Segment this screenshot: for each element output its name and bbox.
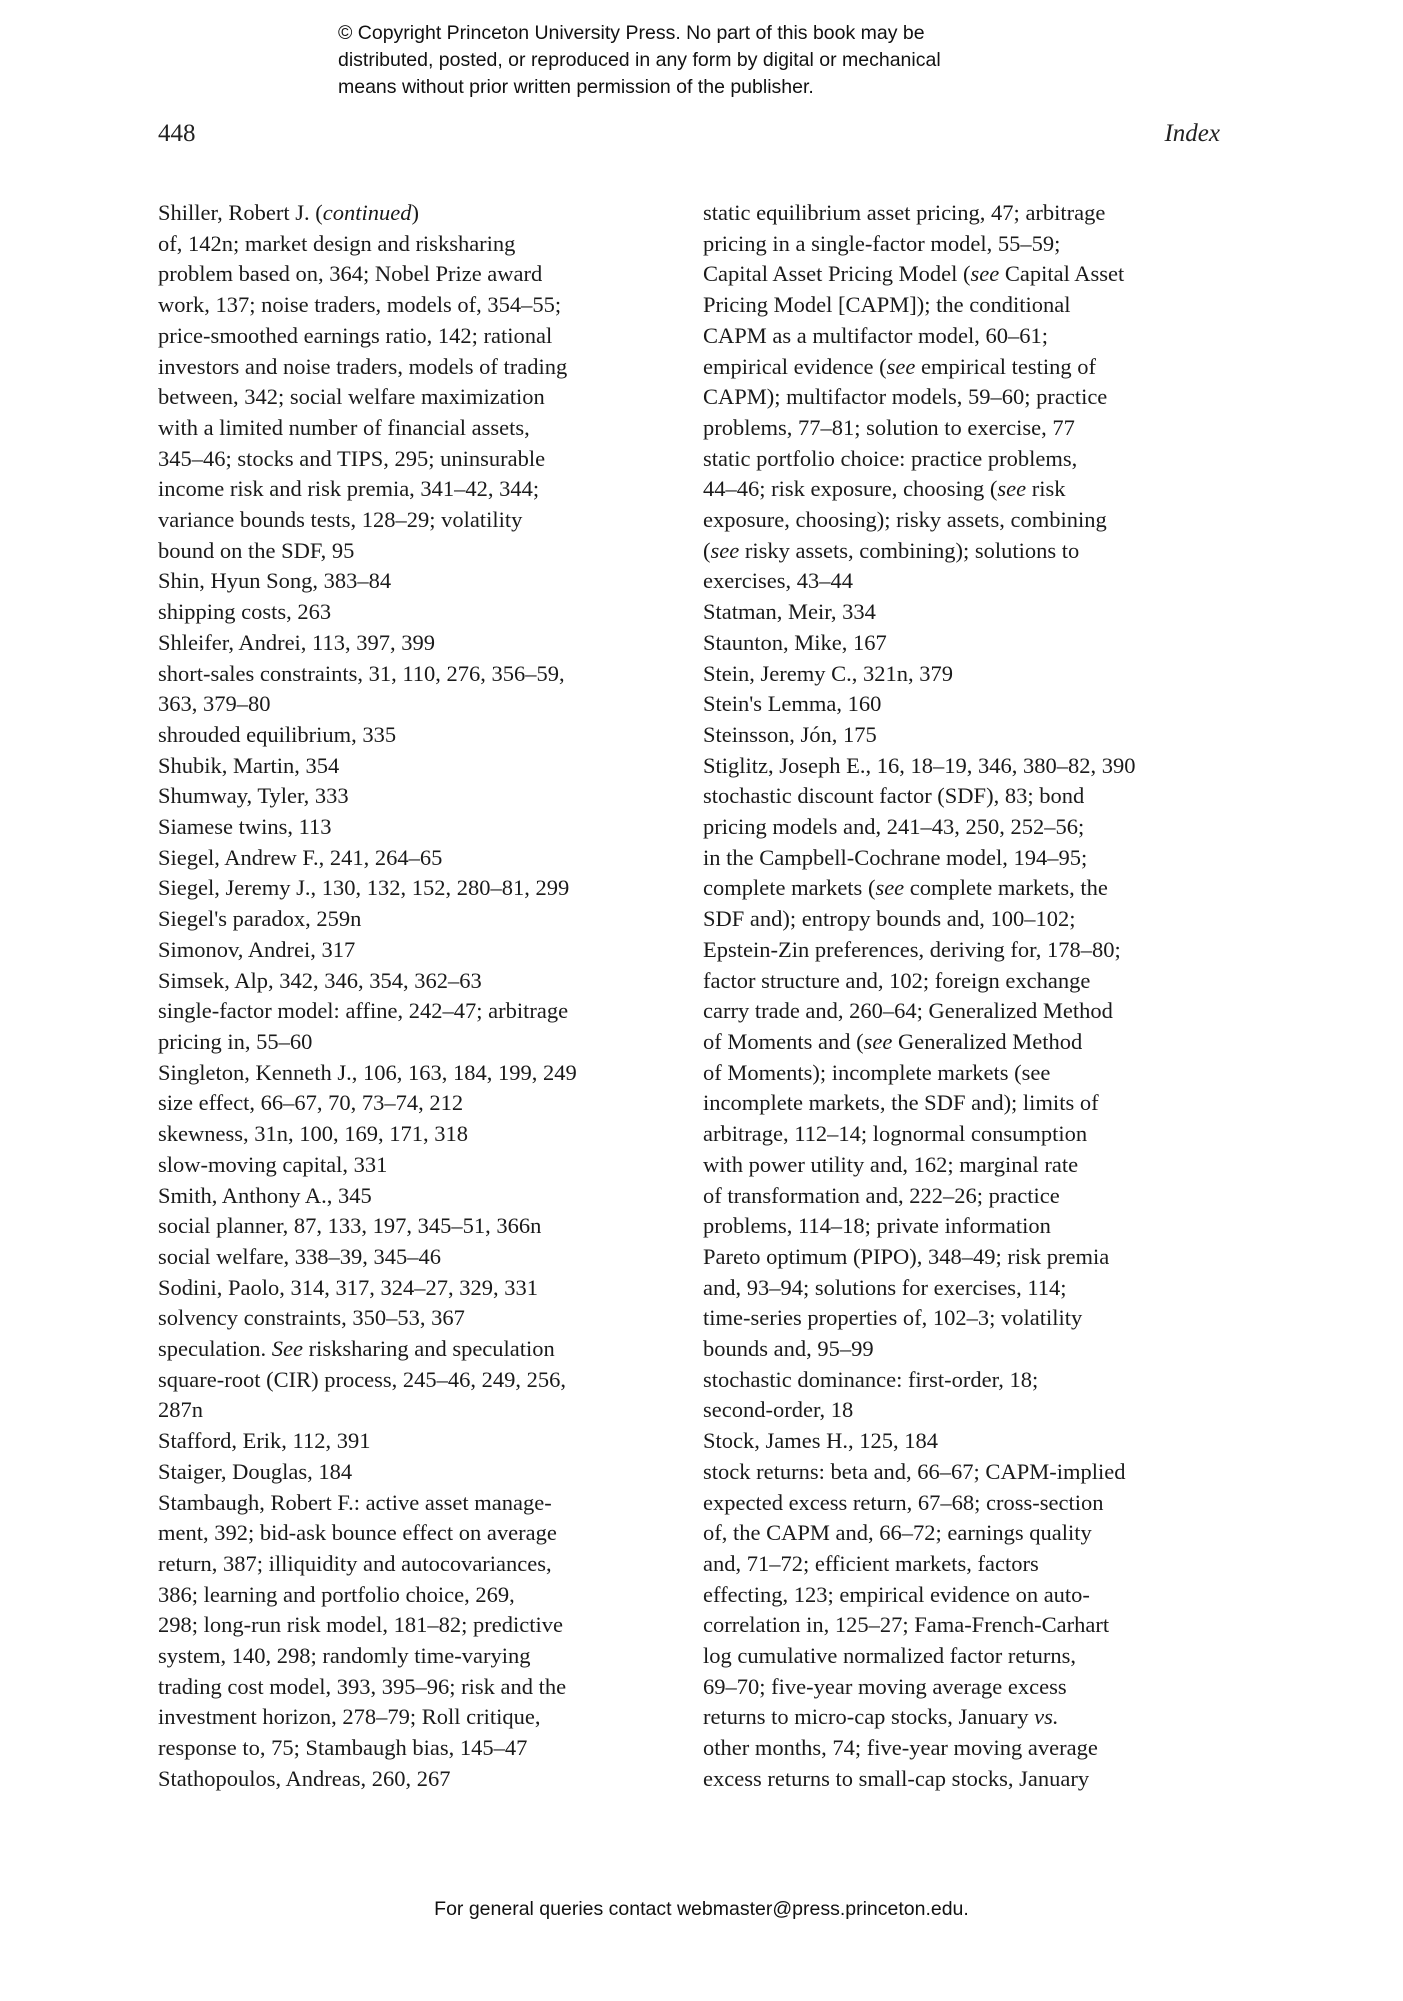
index-entry-line: Pareto optimum (PIPO), 348–49; risk premia (703, 1243, 1110, 1269)
index-entry-line: social welfare, 338–39, 345–46 (158, 1243, 442, 1269)
index-entry (158, 996, 658, 1057)
index-entry (158, 628, 658, 659)
index-entry-line: investment horizon, 278–79; Roll critique, (158, 1704, 541, 1730)
index-entry-line: of Moments and (see Generalized Method (703, 1028, 1083, 1054)
index-entry-line: Pricing Model [CAPM]); the conditional (703, 292, 1071, 318)
index-entry-line: correlation in, 125–27; Fama-French-Carhart (703, 1612, 1110, 1638)
index-entry-line: income risk and risk premia, 341–42, 344; (158, 476, 540, 502)
index-entry (158, 659, 658, 720)
index-entry-line: empirical evidence (see empirical testing of (703, 353, 1096, 379)
index-entry (158, 935, 658, 966)
index-entry-line: single-factor model: affine, 242–47; arbitrage (158, 998, 569, 1024)
index-column-left (158, 198, 658, 1795)
index-entry-line: 69–70; five-year moving average excess (703, 1673, 1067, 1699)
index-entry (703, 198, 1233, 444)
footer-contact: For general queries contact webmaster@press.princeton.edu. (434, 1898, 969, 1920)
index-entry-line: stochastic discount factor (SDF), 83; bond (703, 783, 1085, 809)
index-entry (703, 628, 1233, 659)
index-entry (158, 1764, 658, 1795)
index-entry-line: time-series properties of, 102–3; volatility (703, 1305, 1083, 1331)
index-entry-line: Siamese twins, 113 (158, 814, 332, 840)
index-entry-line: 363, 379–80 (158, 691, 271, 717)
index-entry-line: Shin, Hyun Song, 383–84 (158, 568, 392, 594)
index-entry (158, 1426, 658, 1457)
index-entry-line: factor structure and, 102; foreign exchange (703, 967, 1091, 993)
index-entry (703, 781, 1233, 1364)
index-entry (703, 597, 1233, 628)
running-head: Index (1164, 120, 1220, 147)
index-entry-line: Siegel, Andrew F., 241, 264–65 (158, 844, 443, 870)
index-entry-line: expected excess return, 67–68; cross-section (703, 1489, 1104, 1515)
index-entry (158, 720, 658, 751)
index-entry (703, 720, 1233, 751)
index-entry-line: Shiller, Robert J. (continued) (158, 200, 419, 225)
index-entry-line: speculation. See risksharing and speculation (158, 1336, 555, 1362)
copyright-notice (338, 20, 1098, 101)
index-column-right (703, 198, 1233, 1795)
index-entry-line: Staiger, Douglas, 184 (158, 1458, 353, 1484)
index-entry (158, 1242, 658, 1273)
index-entry-line: Shubik, Martin, 354 (158, 752, 340, 778)
index-entry-line: pricing in a single-factor model, 55–59; (703, 230, 1061, 256)
index-entry-line: investors and noise traders, models of trading (158, 353, 568, 379)
index-entry-line: ment, 392; bid-ask bounce effect on average (158, 1520, 557, 1546)
index-entry-line: Stathopoulos, Andreas, 260, 267 (158, 1765, 451, 1791)
index-entry (703, 1457, 1233, 1795)
index-entry-line: static equilibrium asset pricing, 47; arbitrage (703, 200, 1106, 225)
index-entry-line: complete markets (see complete markets, the (703, 875, 1108, 901)
copyright-line: means without prior written permission of the publisher. (338, 76, 814, 98)
index-entry-line: second-order, 18 (703, 1397, 854, 1423)
index-entry-line: Stein, Jeremy C., 321n, 379 (703, 660, 953, 686)
index-entry-line: response to, 75; Stambaugh bias, 145–47 (158, 1735, 528, 1761)
index-entry-line: slow-moving capital, 331 (158, 1151, 388, 1177)
index-entry-line: skewness, 31n, 100, 169, 171, 318 (158, 1121, 468, 1147)
index-entry-line: bound on the SDF, 95 (158, 537, 355, 563)
index-entry (158, 1211, 658, 1242)
index-entry-line: exercises, 43–44 (703, 568, 853, 594)
index-entry (158, 1334, 658, 1365)
index-entry (158, 1273, 658, 1304)
index-entry-line: with a limited number of financial assets, (158, 414, 530, 440)
index-entry-line: Smith, Anthony A., 345 (158, 1182, 372, 1208)
index-entry-line: of transformation and, 222–26; practice (703, 1182, 1060, 1208)
index-entry-line: pricing in, 55–60 (158, 1028, 313, 1054)
index-entry-line: between, 342; social welfare maximization (158, 384, 545, 410)
index-entry-line: arbitrage, 112–14; lognormal consumption (703, 1121, 1088, 1147)
index-entry-line: trading cost model, 393, 395–96; risk and the (158, 1673, 567, 1699)
index-entry-line: shipping costs, 263 (158, 599, 332, 625)
index-entry-line: Singleton, Kenneth J., 106, 163, 184, 199, 249 (158, 1059, 577, 1085)
index-entry-line: 44–46; risk exposure, choosing (see risk (703, 476, 1066, 502)
index-entry-line: system, 140, 298; randomly time-varying (158, 1643, 531, 1669)
index-entry (158, 812, 658, 843)
index-entry-line: variance bounds tests, 128–29; volatility (158, 507, 523, 533)
index-entry-line: in the Campbell-Cochrane model, 194–95; (703, 844, 1088, 870)
index-entry-line: returns to micro-cap stocks, January vs. (703, 1704, 1059, 1730)
index-entry-line: Stambaugh, Robert F.: active asset manage- (158, 1489, 552, 1515)
index-entry-line: Epstein-Zin preferences, deriving for, 178–80; (703, 936, 1121, 962)
index-entry-line: of, the CAPM and, 66–72; earnings quality (703, 1520, 1092, 1546)
index-entry-line: stock returns: beta and, 66–67; CAPM-implied (703, 1458, 1126, 1484)
index-entry-line: problem based on, 364; Nobel Prize award (158, 261, 543, 287)
index-entry (158, 1181, 658, 1212)
index-entry (158, 904, 658, 935)
index-entry-line: carry trade and, 260–64; Generalized Method (703, 998, 1113, 1024)
index-entry-line: bounds and, 95–99 (703, 1336, 874, 1362)
index-entry-line: and, 71–72; efficient markets, factors (703, 1550, 1039, 1576)
index-entry-line: 287n (158, 1397, 203, 1423)
index-entry (158, 781, 658, 812)
index-entry (703, 751, 1233, 782)
index-entry-line: with power utility and, 162; marginal rate (703, 1151, 1079, 1177)
index-entry (703, 659, 1233, 690)
index-entry-line: log cumulative normalized factor returns, (703, 1643, 1076, 1669)
index-entry-line: Stafford, Erik, 112, 391 (158, 1428, 371, 1454)
index-entry (158, 1088, 658, 1119)
index-entry-line: social planner, 87, 133, 197, 345–51, 366n (158, 1213, 542, 1239)
page-number: 448 (158, 120, 196, 147)
index-entry-line: exposure, choosing); risky assets, combining (703, 507, 1107, 533)
index-entry-line: Capital Asset Pricing Model (see Capital Asset (703, 261, 1125, 287)
index-entry (158, 1303, 658, 1334)
index-entry (158, 1150, 658, 1181)
index-entry-line: Stock, James H., 125, 184 (703, 1428, 938, 1454)
index-entry (158, 751, 658, 782)
index-entry-line: solvency constraints, 350–53, 367 (158, 1305, 465, 1331)
index-entry-line: 345–46; stocks and TIPS, 295; uninsurable (158, 445, 546, 471)
index-entry-line: 298; long-run risk model, 181–82; predictive (158, 1612, 563, 1638)
index-entry-line: square-root (CIR) process, 245–46, 249, 256, (158, 1366, 567, 1392)
index-entry (703, 689, 1233, 720)
index-entry-line: SDF and); entropy bounds and, 100–102; (703, 906, 1076, 932)
index-entry-line: effecting, 123; empirical evidence on auto- (703, 1581, 1090, 1607)
index-entry-line: Simsek, Alp, 342, 346, 354, 362–63 (158, 967, 482, 993)
index-entry-line: Shumway, Tyler, 333 (158, 783, 349, 809)
copyright-line: distributed, posted, or reproduced in any form by digital or mechanical (338, 49, 941, 71)
index-entry-line: return, 387; illiquidity and autocovariances, (158, 1550, 552, 1576)
index-entry-line: shrouded equilibrium, 335 (158, 721, 397, 747)
index-entry-line: problems, 114–18; private information (703, 1213, 1051, 1239)
index-entry (703, 1426, 1233, 1457)
index-entry-line: of Moments); incomplete markets (see (703, 1059, 1051, 1085)
index-entry (158, 597, 658, 628)
index-entry-line: problems, 77–81; solution to exercise, 77 (703, 414, 1075, 440)
index-entry-line: CAPM); multifactor models, 59–60; practice (703, 384, 1108, 410)
index-entry (703, 1365, 1233, 1426)
index-entry (158, 966, 658, 997)
index-entry-line: CAPM as a multifactor model, 60–61; (703, 322, 1048, 348)
index-entry (158, 566, 658, 597)
index-entry-line: incomplete markets, the SDF and); limits of (703, 1090, 1099, 1116)
index-entry-line: Steinsson, Jón, 175 (703, 721, 877, 747)
index-entry-line: (see risky assets, combining); solutions to (703, 537, 1080, 563)
index-entry-line: Stiglitz, Joseph E., 16, 18–19, 346, 380–82, 390 (703, 752, 1136, 778)
index-entry-line: 386; learning and portfolio choice, 269, (158, 1581, 515, 1607)
copyright-line: © Copyright Princeton University Press. No part of this book may be (338, 22, 925, 44)
index-entry-line: Siegel, Jeremy J., 130, 132, 152, 280–81, 299 (158, 875, 570, 901)
index-entry (158, 1488, 658, 1764)
index-entry-line: work, 137; noise traders, models of, 354–55; (158, 292, 562, 318)
index-entry-line: and, 93–94; solutions for exercises, 114; (703, 1274, 1067, 1300)
index-entry-line: other months, 74; five-year moving average (703, 1735, 1098, 1761)
index-entry-line: Stein's Lemma, 160 (703, 691, 882, 717)
index-entry-line: short-sales constraints, 31, 110, 276, 356–59, (158, 660, 565, 686)
index-entry-line: Simonov, Andrei, 317 (158, 936, 356, 962)
index-entry (703, 444, 1233, 598)
index-entry (158, 198, 658, 566)
index-entry-line: excess returns to small-cap stocks, January (703, 1765, 1090, 1791)
index-entry-line: price-smoothed earnings ratio, 142; rational (158, 322, 553, 348)
index-entry-line: stochastic dominance: first-order, 18; (703, 1366, 1039, 1392)
index-entry-line: of, 142n; market design and risksharing (158, 230, 516, 256)
index-entry (158, 873, 658, 904)
index-entry-line: Siegel's paradox, 259n (158, 906, 362, 932)
index-entry-line: pricing models and, 241–43, 250, 252–56; (703, 814, 1085, 840)
index-entry (158, 843, 658, 874)
index-entry-line: Shleifer, Andrei, 113, 397, 399 (158, 629, 435, 655)
index-entry (158, 1058, 658, 1089)
index-entry (158, 1457, 658, 1488)
index-entry-line: static portfolio choice: practice problems, (703, 445, 1078, 471)
index-entry (158, 1119, 658, 1150)
index-entry-line: size effect, 66–67, 70, 73–74, 212 (158, 1090, 464, 1116)
index-entry-line: Sodini, Paolo, 314, 317, 324–27, 329, 331 (158, 1274, 539, 1300)
index-entry-line: Staunton, Mike, 167 (703, 629, 887, 655)
index-entry (158, 1365, 658, 1426)
index-entry-line: Statman, Meir, 334 (703, 599, 876, 625)
